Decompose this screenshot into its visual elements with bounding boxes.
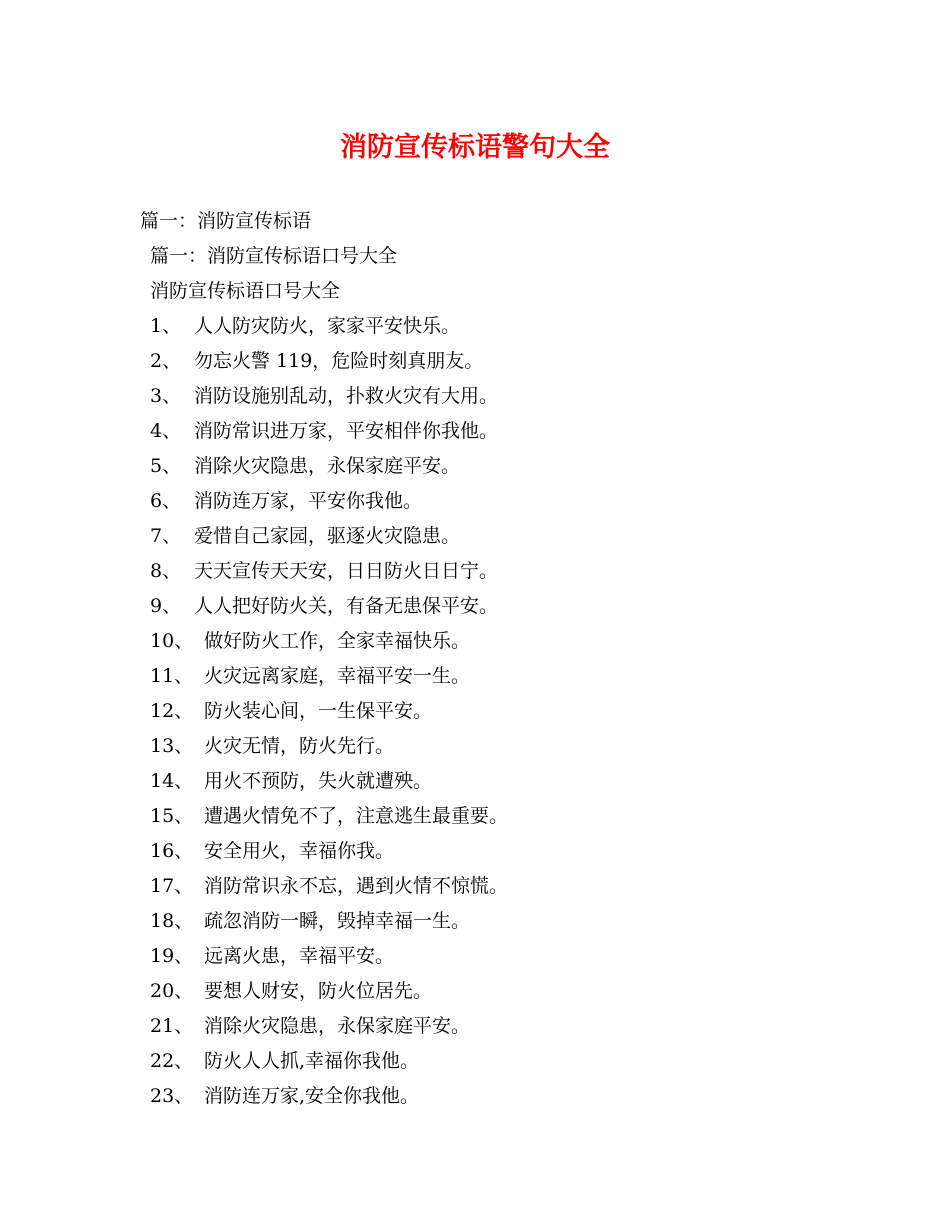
list-item-number: 14、 [150, 770, 194, 792]
list-item-text: 消除火灾隐患，永保家庭平安。 [204, 1015, 471, 1037]
list-item [140, 729, 900, 764]
list-item-number: 19、 [150, 945, 194, 967]
list-item-text: 防火装心间，一生保平安。 [204, 700, 433, 722]
list-item [140, 869, 900, 904]
list-item [140, 344, 900, 379]
list-item-number: 9、 [150, 595, 182, 617]
list-item [140, 484, 900, 519]
list-item-text: 疏忽消防一瞬，毁掉幸福一生。 [204, 910, 471, 932]
list-item-number: 6、 [150, 490, 182, 512]
list-item-text: 爱惜自己家园，驱逐火灾隐患。 [194, 525, 461, 547]
list-heading: 消防宣传标语口号大全 [150, 280, 341, 302]
list-item [140, 379, 900, 414]
list-item-number: 23、 [150, 1085, 194, 1107]
list-item [140, 554, 900, 589]
list-item-text: 消防连万家,安全你我他。 [204, 1085, 420, 1107]
list-item [140, 1079, 900, 1114]
list-item-text: 人人把好防火关，有备无患保平安。 [194, 595, 499, 617]
list-item [140, 694, 900, 729]
list-item [140, 309, 900, 344]
list-item-number: 12、 [150, 700, 194, 722]
list-item-text: 勿忘火警 119，危险时刻真朋友。 [194, 350, 484, 372]
list-item [140, 519, 900, 554]
list-item-text: 消防设施别乱动，扑救火灾有大用。 [194, 385, 499, 407]
document-body [140, 204, 900, 1114]
list-item [140, 904, 900, 939]
list-item [140, 939, 900, 974]
list-item [140, 589, 900, 624]
list-item-text: 人人防灾防火，家家平安快乐。 [194, 315, 461, 337]
list-item [140, 1044, 900, 1079]
list-item-number: 15、 [150, 805, 194, 827]
list-item-text: 安全用火，幸福你我。 [204, 840, 395, 862]
list-item-number: 13、 [150, 735, 194, 757]
list-item [140, 799, 900, 834]
slogan-list [140, 309, 900, 1114]
list-item-text: 火灾无情，防火先行。 [204, 735, 395, 757]
list-item-number: 20、 [150, 980, 194, 1002]
list-item [140, 764, 900, 799]
list-item-text: 要想人财安，防火位居先。 [204, 980, 433, 1002]
list-item-number: 8、 [150, 560, 182, 582]
list-item-number: 3、 [150, 385, 182, 407]
list-item-number: 22、 [150, 1050, 194, 1072]
list-item-text: 遭遇火情免不了，注意逃生最重要。 [204, 805, 509, 827]
list-item [140, 834, 900, 869]
list-item-text: 做好防火工作，全家幸福快乐。 [204, 630, 471, 652]
list-item-number: 5、 [150, 455, 182, 477]
list-item-text: 消防连万家，平安你我他。 [194, 490, 423, 512]
list-item [140, 624, 900, 659]
list-item-text: 消防常识永不忘，遇到火情不惊慌。 [204, 875, 509, 897]
list-item-number: 11、 [150, 665, 194, 687]
list-item-text: 用火不预防，失火就遭殃。 [204, 770, 433, 792]
list-item-number: 7、 [150, 525, 182, 547]
list-item-number: 10、 [150, 630, 194, 652]
list-item-number: 21、 [150, 1015, 194, 1037]
list-item [140, 414, 900, 449]
list-item-text: 防火人人抓,幸福你我他。 [204, 1050, 420, 1072]
list-item-number: 2、 [150, 350, 182, 372]
subsection-heading: 篇一：消防宣传标语口号大全 [150, 245, 398, 267]
section-heading: 篇一：消防宣传标语 [140, 210, 312, 232]
list-item-number: 16、 [150, 840, 194, 862]
list-item [140, 1009, 900, 1044]
list-item-text: 火灾远离家庭，幸福平安一生。 [204, 665, 471, 687]
list-item-number: 4、 [150, 420, 182, 442]
list-item [140, 659, 900, 694]
document-title: 消防宣传标语警句大全 [340, 132, 610, 163]
list-item-text: 天天宣传天天安，日日防火日日宁。 [194, 560, 499, 582]
list-item-text: 远离火患，幸福平安。 [204, 945, 395, 967]
list-item-number: 1、 [150, 315, 182, 337]
list-item [140, 974, 900, 1009]
list-item [140, 449, 900, 484]
list-item-number: 18、 [150, 910, 194, 932]
list-item-text: 消除火灾隐患，永保家庭平安。 [194, 455, 461, 477]
list-item-text: 消防常识进万家，平安相伴你我他。 [194, 420, 499, 442]
list-item-number: 17、 [150, 875, 194, 897]
